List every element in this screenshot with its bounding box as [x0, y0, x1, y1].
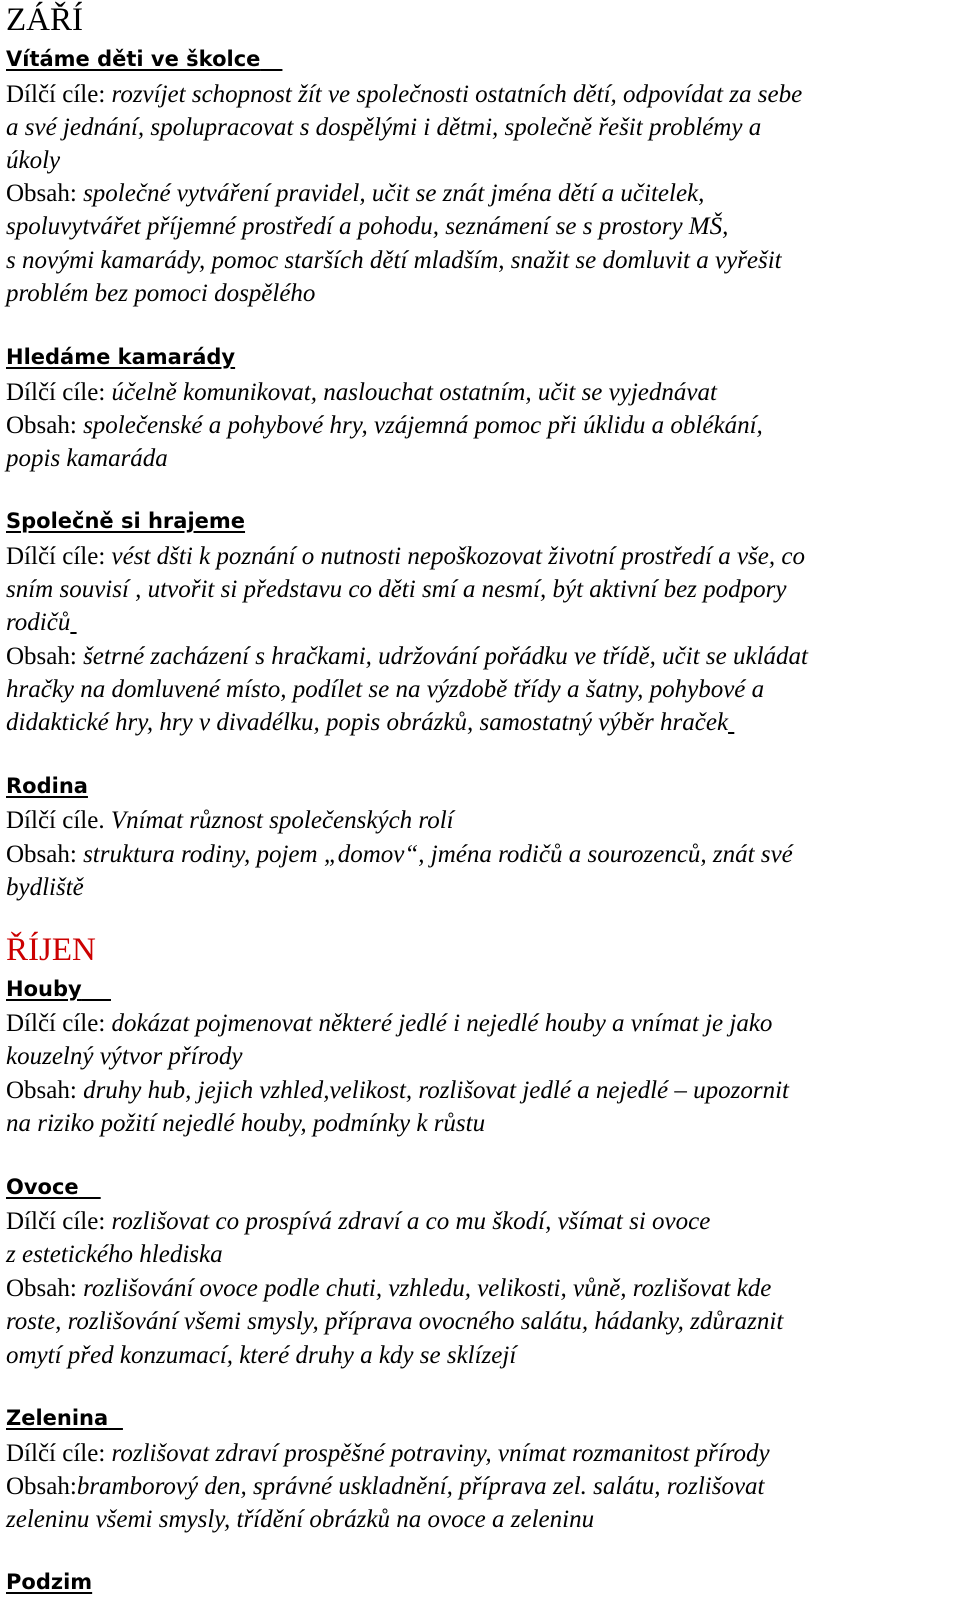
- content-text-tail: [728, 709, 734, 736]
- goals-label: Dílčí cíle:: [6, 1440, 106, 1467]
- content-line: [6, 177, 704, 210]
- content-line: zeleninu všemi smysly, třídění obrázků na ovoce a zeleninu: [6, 1506, 595, 1533]
- content-text: bramborový den, správné uskladnění, příprava zel. salátu, rozlišovat: [76, 1473, 765, 1500]
- content-line: s novými kamarády, pomoc starších dětí mladším, snažit se domluvit a vyřešit: [6, 247, 782, 274]
- goals-text: rozvíjet schopnost žít ve společnosti ostatních dětí, odpovídat za sebe: [105, 81, 803, 108]
- content-line: [6, 409, 763, 442]
- content-line: [6, 706, 734, 739]
- content-label: Obsah:: [6, 643, 77, 670]
- goals-text: dokázat pojmenovat některé jedlé i nejedlé houby a vnímat je jako: [105, 1010, 773, 1037]
- goals-line: [6, 78, 802, 111]
- topic-heading-houby: [6, 974, 111, 1004]
- goals-line: [6, 804, 454, 837]
- content-line: omytí před konzumací, které druhy a kdy se sklízejí: [6, 1342, 517, 1369]
- goals-line: kouzelný výtvor přírody: [6, 1043, 243, 1070]
- content-line: [6, 1470, 765, 1503]
- goals-line: [6, 540, 805, 573]
- topic-heading-spolecne: Společně si hrajeme: [6, 509, 246, 533]
- topic-title: Ovoce: [6, 1175, 79, 1199]
- content-text: druhy hub, jejich vzhled,velikost, rozlišovat jedlé a nejedlé – upozornit: [76, 1077, 789, 1104]
- goals-line: [6, 1007, 772, 1040]
- goals-label: Dílčí cíle:: [6, 379, 106, 406]
- goals-text-tail: [70, 609, 76, 636]
- goals-text: rodičů: [6, 609, 71, 636]
- goals-label: Dílčí cíle:: [6, 543, 106, 570]
- content-label: Obsah:: [6, 412, 77, 439]
- content-text: didaktické hry, hry v divadélku, popis obrázků, samostatný výběr hraček: [6, 709, 729, 736]
- content-text: společenské a pohybové hry, vzájemná pomoc při úklidu a oblékání,: [76, 412, 763, 439]
- content-line: [6, 838, 793, 871]
- content-label: Obsah:: [6, 180, 77, 207]
- goals-text: vést dšti k poznání o nutnosti nepoškozovat životní prostředí a vše, co: [105, 543, 805, 570]
- content-line: problém bez pomoci dospělého: [6, 280, 316, 307]
- content-line: [6, 1074, 789, 1107]
- content-line: popis kamaráda: [6, 445, 168, 472]
- content-line: hračky na domluvené místo, podílet se na výzdobě třídy a šatny, pohybové a: [6, 676, 765, 703]
- content-line: bydliště: [6, 874, 84, 901]
- content-label: Obsah:: [6, 841, 77, 868]
- goals-text: rozlišovat zdraví prospěšné potraviny, vnímat rozmanitost přírody: [105, 1440, 770, 1467]
- goals-text: účelně komunikovat, naslouchat ostatním, učit se vyjednávat: [105, 379, 717, 406]
- goals-line: [6, 606, 77, 639]
- content-text: společné vytváření pravidel, učit se znát jména dětí a učitelek,: [76, 180, 705, 207]
- goals-line: z estetického hlediska: [6, 1241, 223, 1268]
- goals-label: Dílčí cíle:: [6, 81, 106, 108]
- goals-line: sním souvisí , utvořit si představu co děti smí a nesmí, být aktivní bez podpory: [6, 576, 787, 603]
- content-line: na riziko požití nejedlé houby, podmínky k růstu: [6, 1110, 486, 1137]
- content-text: rozlišování ovoce podle chuti, vzhledu, velikosti, vůně, rozlišovat kde: [76, 1275, 772, 1302]
- goals-label: Dílčí cíle:: [6, 1208, 106, 1235]
- month-heading-zari: ZÁŘÍ: [6, 2, 83, 38]
- content-text: šetrné zacházení s hračkami, udržování pořádku ve třídě, učit se ukládat: [76, 643, 808, 670]
- content-line: [6, 640, 808, 673]
- goals-line: [6, 1205, 710, 1238]
- topic-title: Vítáme děti ve školce: [6, 47, 261, 71]
- topic-title-tail: [79, 1175, 101, 1199]
- goals-line: [6, 376, 717, 409]
- goals-line: úkoly: [6, 147, 61, 174]
- content-line: [6, 1272, 771, 1305]
- topic-heading-rodina: Rodina: [6, 774, 88, 798]
- content-line: roste, rozlišování všemi smysly, příprava ovocného salátu, hádanky, zdůraznit: [6, 1308, 784, 1335]
- topic-title-tail: [82, 977, 111, 1001]
- content-line: spoluvytvářet příjemné prostředí a pohodu, seznámení se s prostory MŠ,: [6, 213, 729, 240]
- topic-heading-hledame: Hledáme kamarády: [6, 345, 236, 369]
- topic-heading-podzim: Podzim: [6, 1570, 93, 1594]
- topic-title: Houby: [6, 977, 82, 1001]
- content-label: Obsah:: [6, 1077, 77, 1104]
- topic-title: Zelenina: [6, 1406, 109, 1430]
- goals-line: a své jednání, spolupracovat s dospělými i dětmi, společně řešit problémy a: [6, 114, 762, 141]
- content-label: Obsah:: [6, 1473, 77, 1500]
- month-heading-rijen: ŘÍJEN: [6, 932, 96, 968]
- content-text: struktura rodiny, pojem „domov“, jména rodičů a sourozenců, znát své: [76, 841, 793, 868]
- topic-heading-ovoce: [6, 1172, 101, 1202]
- topic-title-tail: [108, 1406, 123, 1430]
- goals-text: rozlišovat co prospívá zdraví a co mu škodí, všímat si ovoce: [105, 1208, 711, 1235]
- goals-label: Dílčí cíle:: [6, 1010, 106, 1037]
- goals-text: Vnímat různost společenských rolí: [104, 807, 454, 834]
- content-label: Obsah:: [6, 1275, 77, 1302]
- goals-label: Dílčí cíle.: [6, 807, 105, 834]
- topic-heading-zelenina: [6, 1403, 123, 1433]
- goals-line: [6, 1437, 770, 1470]
- topic-title-tail: [260, 47, 282, 71]
- topic-heading-vitame: [6, 44, 282, 74]
